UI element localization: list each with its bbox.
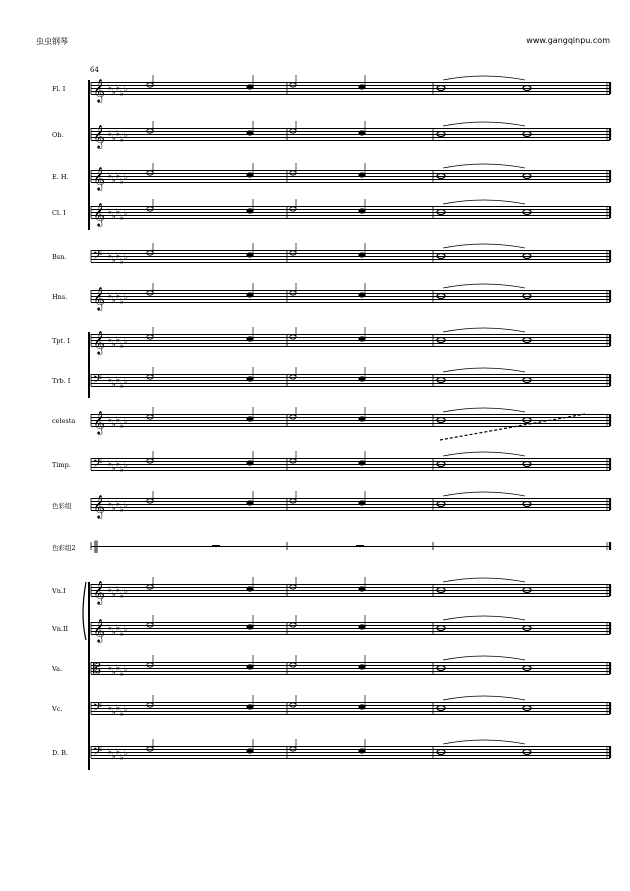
note-head: [359, 625, 365, 629]
whole-note: [523, 174, 531, 179]
note-head: [290, 663, 296, 667]
note-head: [247, 625, 253, 629]
instrument-name: Vc.: [52, 705, 63, 713]
tie: [443, 578, 525, 582]
whole-note: [437, 210, 445, 215]
flat-icon: ♭: [108, 375, 112, 384]
flat-icon: ♭: [124, 500, 128, 509]
instrument-name: Fl. I: [52, 85, 66, 93]
instrument-name: E. H.: [52, 173, 69, 181]
note-head: [147, 83, 153, 87]
note-head: [147, 623, 153, 627]
flat-icon: ♭: [116, 291, 120, 300]
flat-icon: ♭: [112, 590, 116, 599]
flat-icon: ♭: [124, 624, 128, 633]
treble-clef-icon: 𝄞: [93, 410, 105, 434]
whole-note: [437, 706, 445, 711]
whole-note: [523, 588, 531, 593]
note-head: [147, 499, 153, 503]
flat-icon: ♭: [112, 212, 116, 221]
note-head: [290, 415, 296, 419]
tie: [443, 122, 525, 126]
note-head: [247, 665, 253, 669]
tie: [443, 740, 525, 744]
flat-icon: ♭: [120, 297, 124, 306]
note-head: [247, 209, 253, 213]
whole-note: [437, 174, 445, 179]
note-head: [290, 291, 296, 295]
note-head: [147, 207, 153, 211]
note-head: [290, 171, 296, 175]
flat-icon: ♭: [116, 171, 120, 180]
note-head: [247, 337, 253, 341]
whole-note: [437, 132, 445, 137]
flat-icon: ♭: [108, 207, 112, 216]
note-head: [359, 501, 365, 505]
tie: [443, 408, 525, 412]
flat-icon: ♭: [116, 623, 120, 632]
instrument-name: celesta: [52, 417, 76, 425]
flat-icon: ♭: [120, 421, 124, 430]
note-head: [147, 375, 153, 379]
treble-clef-icon: 𝄞: [93, 78, 105, 102]
flat-icon: ♭: [120, 213, 124, 222]
tie: [443, 452, 525, 456]
flat-icon: ♭: [108, 703, 112, 712]
flat-icon: ♭: [112, 176, 116, 185]
note-head: [290, 335, 296, 339]
bass-clef-icon: 𝄢: [93, 745, 103, 761]
whole-note: [437, 502, 445, 507]
flat-icon: ♭: [124, 84, 128, 93]
instrument-name: Vn.II: [52, 625, 69, 633]
whole-note: [523, 462, 531, 467]
whole-note: [437, 378, 445, 383]
note-head: [359, 665, 365, 669]
whole-note: [437, 294, 445, 299]
note-head: [290, 703, 296, 707]
flat-icon: ♭: [112, 380, 116, 389]
note-head: [359, 173, 365, 177]
flat-icon: ♭: [124, 130, 128, 139]
flat-icon: ♭: [120, 709, 124, 718]
alto-clef-icon: 𝄡: [93, 661, 101, 677]
flat-icon: ♭: [112, 340, 116, 349]
tie: [443, 368, 525, 372]
flat-icon: ♭: [108, 747, 112, 756]
flat-icon: ♭: [120, 381, 124, 390]
note-head: [247, 501, 253, 505]
note-head: [359, 293, 365, 297]
note-head: [290, 623, 296, 627]
instrument-name: Tpt. I: [52, 337, 70, 345]
site-name: 虫虫钢琴: [36, 37, 68, 46]
instrument-name: Vn.I: [52, 587, 66, 595]
flat-icon: ♭: [120, 177, 124, 186]
treble-clef-icon: 𝄞: [93, 166, 105, 190]
note-head: [147, 291, 153, 295]
note-head: [147, 459, 153, 463]
instrument-name: Va.: [52, 665, 63, 673]
note-head: [247, 587, 253, 591]
note-head: [247, 293, 253, 297]
flat-icon: ♭: [120, 629, 124, 638]
flat-icon: ♭: [116, 251, 120, 260]
flat-icon: ♭: [108, 459, 112, 468]
note-head: [247, 173, 253, 177]
flat-icon: ♭: [108, 585, 112, 594]
note-head: [247, 377, 253, 381]
flat-icon: ♭: [124, 172, 128, 181]
tie: [443, 200, 525, 204]
flat-icon: ♭: [124, 336, 128, 345]
note-head: [247, 85, 253, 89]
whole-note: [437, 338, 445, 343]
whole-note: [437, 666, 445, 671]
tie: [443, 284, 525, 288]
flat-icon: ♭: [120, 257, 124, 266]
flat-icon: ♭: [108, 171, 112, 180]
flat-icon: ♭: [124, 586, 128, 595]
tie: [443, 616, 525, 620]
instrument-name: Ob.: [52, 131, 64, 139]
note-head: [147, 703, 153, 707]
flat-icon: ♭: [116, 499, 120, 508]
whole-note: [437, 418, 445, 423]
note-head: [147, 585, 153, 589]
note-head: [290, 207, 296, 211]
note-head: [359, 461, 365, 465]
treble-clef-icon: 𝄞: [93, 330, 105, 354]
note-head: [247, 705, 253, 709]
flat-icon: ♭: [120, 505, 124, 514]
whole-note: [523, 378, 531, 383]
tie: [443, 492, 525, 496]
whole-note: [523, 626, 531, 631]
note-head: [290, 499, 296, 503]
flat-icon: ♭: [116, 585, 120, 594]
measure-number: 64: [90, 66, 99, 74]
whole-note: [437, 462, 445, 467]
whole-note: [523, 86, 531, 91]
note-head: [247, 253, 253, 257]
note-head: [359, 417, 365, 421]
flat-icon: ♭: [116, 129, 120, 138]
glissando-line: [440, 414, 585, 440]
treble-clef-icon: 𝄞: [93, 580, 105, 604]
whole-note: [523, 338, 531, 343]
flat-icon: ♭: [108, 129, 112, 138]
tie: [443, 164, 525, 168]
note-head: [359, 131, 365, 135]
note-head: [147, 663, 153, 667]
site-url[interactable]: www.gangqinpu.com: [526, 36, 610, 45]
flat-icon: ♭: [116, 459, 120, 468]
flat-icon: ♭: [112, 296, 116, 305]
flat-icon: ♭: [124, 252, 128, 261]
flat-icon: ♭: [120, 135, 124, 144]
flat-icon: ♭: [124, 704, 128, 713]
note-head: [290, 585, 296, 589]
instrument-name: D. B.: [52, 749, 68, 757]
note-head: [359, 587, 365, 591]
note-head: [359, 749, 365, 753]
flat-icon: ♭: [108, 83, 112, 92]
whole-note: [523, 294, 531, 299]
flat-icon: ♭: [112, 628, 116, 637]
flat-icon: ♭: [108, 251, 112, 260]
bass-clef-icon: 𝄢: [93, 249, 103, 265]
note-head: [147, 171, 153, 175]
treble-clef-icon: 𝄞: [93, 618, 105, 642]
flat-icon: ♭: [112, 134, 116, 143]
bass-clef-icon: 𝄢: [93, 373, 103, 389]
instrument-name: Cl. I: [52, 209, 66, 217]
whole-note: [523, 132, 531, 137]
note-head: [290, 83, 296, 87]
note-head: [359, 377, 365, 381]
treble-clef-icon: 𝄞: [93, 202, 105, 226]
flat-icon: ♭: [108, 335, 112, 344]
note-head: [247, 461, 253, 465]
instrument-name: Hns.: [52, 293, 68, 301]
flat-icon: ♭: [120, 341, 124, 350]
flat-icon: ♭: [116, 83, 120, 92]
flat-icon: ♭: [124, 416, 128, 425]
flat-icon: ♭: [108, 415, 112, 424]
flat-icon: ♭: [124, 376, 128, 385]
flat-icon: ♭: [108, 663, 112, 672]
flat-icon: ♭: [112, 504, 116, 513]
note-head: [359, 705, 365, 709]
whole-note: [437, 254, 445, 259]
flat-icon: ♭: [124, 460, 128, 469]
instrument-name: Trb. I: [52, 377, 71, 385]
note-head: [147, 415, 153, 419]
whole-note: [523, 666, 531, 671]
flat-icon: ♭: [124, 664, 128, 673]
flat-icon: ♭: [120, 753, 124, 762]
tie: [443, 76, 525, 80]
instrument-name: 色彩组: [52, 502, 72, 510]
flat-icon: ♭: [116, 335, 120, 344]
whole-note: [523, 502, 531, 507]
flat-icon: ♭: [116, 703, 120, 712]
whole-note: [437, 588, 445, 593]
note-head: [290, 375, 296, 379]
note-head: [247, 417, 253, 421]
flat-icon: ♭: [120, 591, 124, 600]
flat-icon: ♭: [108, 499, 112, 508]
flat-icon: ♭: [112, 88, 116, 97]
flat-icon: ♭: [112, 464, 116, 473]
treble-clef-icon: 𝄞: [93, 494, 105, 518]
violin-brace: [83, 582, 86, 640]
whole-note: [523, 210, 531, 215]
note-head: [290, 747, 296, 751]
note-head: [359, 85, 365, 89]
flat-icon: ♭: [112, 668, 116, 677]
instrument-name: Bsn.: [52, 253, 67, 261]
note-head: [359, 253, 365, 257]
note-head: [359, 337, 365, 341]
note-head: [147, 129, 153, 133]
flat-icon: ♭: [120, 89, 124, 98]
note-head: [290, 251, 296, 255]
flat-icon: ♭: [112, 256, 116, 265]
bass-clef-icon: 𝄢: [93, 701, 103, 717]
note-head: [290, 129, 296, 133]
flat-icon: ♭: [112, 752, 116, 761]
tie: [443, 328, 525, 332]
instrument-name: 色彩组2: [52, 544, 76, 552]
treble-clef-icon: 𝄞: [93, 124, 105, 148]
note-head: [147, 747, 153, 751]
whole-note: [437, 86, 445, 91]
note-head: [247, 749, 253, 753]
whole-note: [437, 750, 445, 755]
whole-note: [523, 418, 531, 423]
flat-icon: ♭: [108, 623, 112, 632]
flat-icon: ♭: [124, 292, 128, 301]
note-head: [147, 335, 153, 339]
whole-note: [437, 626, 445, 631]
note-head: [359, 209, 365, 213]
note-head: [290, 459, 296, 463]
flat-icon: ♭: [112, 708, 116, 717]
flat-icon: ♭: [116, 207, 120, 216]
note-head: [247, 131, 253, 135]
bass-clef-icon: 𝄢: [93, 457, 103, 473]
tie: [443, 696, 525, 700]
flat-icon: ♭: [112, 420, 116, 429]
flat-icon: ♭: [116, 663, 120, 672]
flat-icon: ♭: [116, 415, 120, 424]
flat-icon: ♭: [108, 291, 112, 300]
tie: [443, 244, 525, 248]
flat-icon: ♭: [120, 465, 124, 474]
flat-icon: ♭: [124, 208, 128, 217]
whole-note: [523, 706, 531, 711]
whole-note: [523, 254, 531, 259]
note-head: [147, 251, 153, 255]
whole-note: [523, 750, 531, 755]
instrument-name: Timp.: [52, 461, 71, 469]
flat-icon: ♭: [116, 375, 120, 384]
tie: [443, 656, 525, 660]
flat-icon: ♭: [116, 747, 120, 756]
percussion-clef-icon: ‖: [93, 539, 99, 553]
flat-icon: ♭: [120, 669, 124, 678]
flat-icon: ♭: [124, 748, 128, 757]
treble-clef-icon: 𝄞: [93, 286, 105, 310]
